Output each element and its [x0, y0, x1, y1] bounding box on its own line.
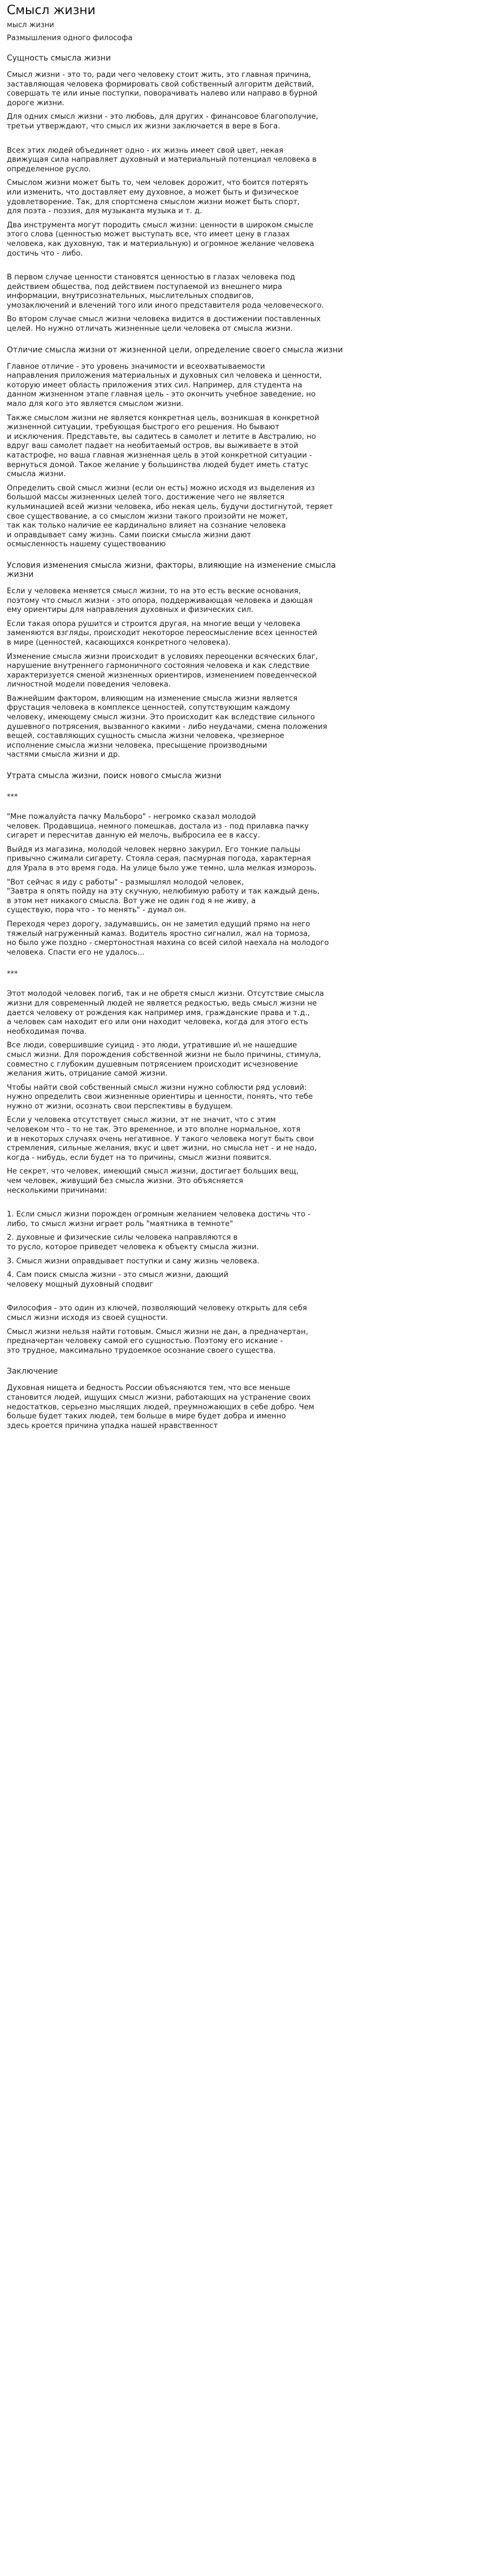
paragraph: Главное отличие - это уровень значимости и всеохватываемости направления приложения материальных и духовных сил человека и ценности, которую имеет область приложения этих сил. Например, для студента на данном жизненном этапе главная цель - это окончить учебное заведение, но мало для кого это является смыслом жизни. [7, 362, 322, 409]
paragraph-spacer [7, 1200, 472, 1210]
section-heading: Условия изменения смысла жизни, факторы, влияющие на изменение смысла жизни [7, 560, 336, 579]
paragraph: Не секрет, что человек, имеющий смысл жизни, достигает больших вещ, чем человек, живущий без смысла жизни. Это объясняется несколькими причинами: [7, 1167, 299, 1195]
section-heading: Сущность смысла жизни [7, 54, 111, 63]
paragraph-spacer [7, 263, 472, 273]
paragraph: Если такая опора рушится и строится другая, на многие вещи у человека заменяются взгляды, происходит некоторое переосмысление всех ценностей в мире (ценностей, касающихся конкретного человека). [7, 619, 317, 647]
paragraph: Этот молодой человек погиб, так и не обретя смысл жизни. Отсутствие смысла жизни для современный людей не является редкостью, ведь смысл жизни не дается человеку от рождения как например имя, гражданские права и т.д., а человек сам находит его или они находит человека, когда для этого есть необходимая почва. [7, 990, 324, 1036]
paragraph: Определить свой смысл жизни (если он есть) можно исходя из выделения из большой массы жизненных целей того, достижение чего не является кульминацией всей жизни человека, ибо некая цель, будучи достигнутой, теряет свое существование, а со смыслом жизни такого произойти не может, так как только наличие ее кардинально влияет на сознание человека и оправдывает саму жизнь. Сами поиски смысла жизни дают осмысленность нашему существованию [7, 484, 333, 549]
paragraph: Чтобы найти свой собственный смысл жизни нужно соблюсти ряд условий: нужно определить свои жизненные ориентиры и ценности, понять, что тебе нужно от жизни, осознать свои перспективы в будущем. [7, 1083, 313, 1111]
paragraph: Если у человека меняется смысл жизни, то на это есть веские основания, поэтому что смысл жизни - это опора, поддерживающая человека и дающая ему ориентиры для направления духовных и физических сил. [7, 586, 313, 615]
paragraph: Выйдя из магазина, молодой человек нервно закурил. Его тонкие пальцы привычно сжимали сигарету. Стояла серая, пасмурная погода, характерная для Урала в это время года. На улице было уже темно, шла мелкая изморозь. [7, 845, 317, 873]
paragraph: Духовная нищета и бедность России объясняются тем, что все меньше становится людей, ищущих смысл жизни, работающих на устранение своих недостатков, серьезно мыслящих людей, преумножающих в себе добро. Чем больше будет таких людей, тем больше в мире будет добра и именно здесь кроется причина упадка нашей нравственност [7, 1384, 314, 1430]
paragraph: Всех этих людей объединяет одно - их жизнь имеет свой цвет, некая движущая сила направляет духовный и материальный потенциал человека в определенное русло. [7, 146, 317, 174]
document-tagline: Размышления одного философа [7, 34, 133, 42]
paragraph: 2. духовные и физические силы человека направляются в то русло, которое приведет человека к объекту смысла жизни. [7, 1233, 259, 1252]
paragraph: 1. Если смысл жизни порожден огромным желанием человека достичь что - либо, то смысл жизни играет роль "маятника в темноте" [7, 1210, 310, 1228]
paragraph: 3. Смысл жизни оправдывает поступки и саму жизнь человека. [7, 1257, 260, 1266]
section-heading: Отличие смысла жизни от жизненной цели, определение своего смысла жизни [7, 345, 343, 355]
section-separator: *** [7, 970, 18, 979]
document-subtitle: мысл жизни [7, 21, 54, 29]
document-body [7, 54, 472, 1431]
paragraph: Смысл жизни нельзя найти готовым. Смысл жизни не дан, а предначертан, предначертан человеку самой его сущностью. Поэтому его искание - это трудное, максимально трудоемкое осознание своего существа. [7, 1327, 308, 1355]
section-separator: *** [7, 793, 18, 802]
paragraph: "Мне пожалуйста пачку Мальборо" - негромко сказал молодой человек. Продавщица, немного помешкав, достала из - под прилавка пачку сигарет и пересчитав данную ей мелочь, выбросила ее в кассу. [7, 813, 309, 840]
paragraph: Во втором случае смысл жизни человека видится в достижении поставленных целей. Но нужно отличать жизненные цели человека от смысла жизни. [7, 315, 321, 334]
paragraph: Если у человека отсутствует смысл жизни, эт не значит, что с этим человеком что - то не так. Это временное, и это вполне нормальное, хотя и в некоторых случаях очень негативное. У такого человека могут быть свои стремления, сильные желания, вкус и цвет жизни, но смысла нет - и не надо, когда - нибудь, если будет на то причины, смысл жизни появится. [7, 1116, 317, 1162]
paragraph: Смысл жизни - это то, ради чего человеку стоит жить, это главная причина, заставляющая человека формировать свой собственный алгоритм действий, совершать те или иные поступки, поворачивать налево или направо в бурной дороге жизни. [7, 71, 318, 107]
paragraph: Для одних смысл жизни - это любовь, для других - финансовое благополучие, третьи утверждают, что смысл их жизни заключается в вере в Бога. [7, 113, 318, 131]
paragraph: Два инструмента могут породить смысл жизни: ценности в широком смысле этого слова (ценностью может выступать все, что имеет цену в глазах человека, как духовную, так и материальную) и огромное желание человека достичь что - либо. [7, 221, 314, 258]
section-heading: Утрата смысла жизни, поиск нового смысла жизни [7, 771, 222, 781]
paragraph: 4. Сам поиск смысла жизни - это смысл жизни, дающий человеку мощный духовный сподвиг [7, 1271, 228, 1289]
paragraph: Также смыслом жизни не является конкретная цель, возникшая в конкретной жизненной ситуации, требующая быстрого его решения. Но бывают и исключения. Представьте, вы садитесь в самолет и летите в Австралию, но вдруг ваш самолет падает на необитаемый остров, вы выживаете в этой катастрофе, но ваша главная жизненная цель в этой конкретной ситуации - вернуться домой. Такое желание у большинства людей будет иметь статус смысла жизни. [7, 413, 320, 479]
paragraph: Смыслом жизни может быть то, чем человек дорожит, что боится потерять или изменить, что доставляет ему духовное, а может быть и физическое удовлетворение. Так, для спортсмена смыслом жизни может быть спорт, для поэта - поэзия, для музыканта музыка и т. д. [7, 179, 308, 216]
paragraph: Переходя через дорогу, задумавшись, он не заметил едущий прямо на него тяжелый нагруженный камаз. Водитель яростно сигналил, жал на тормоза, но было уже поздно - смертоностная махина со всей силой наехала на молодого человека. Спасти его не удалось... [7, 920, 329, 957]
paragraph: Философия - это один из ключей, позволяющий человеку открыть для себя смысл жизни исходя из своей сущности. [7, 1304, 307, 1322]
paragraph: Все люди, совершившие суицид - это люди, утратившие и\ не нашедшие смысл жизни. Для порождения собственной жизни не было причины, стимула, совместно с глубоким душевным потрясением происходит исчезновение желания жить, отрицание самой жизни. [7, 1041, 321, 1078]
page-title: Смысл жизни [7, 3, 96, 18]
paragraph: Изменение смысла жизни происходит в условиях переоценки всяческих благ, нарушение внутреннего гармоничного состояния человека и как следствие характеризуется сменой жизненных ориентиров, изменением поведенческой личностной модели поведения человека. [7, 652, 318, 689]
paragraph: Важнейшим фактором, влияющим на изменение смысла жизни является фрустация человека в комплексе ценностей, сопутствующим каждому человеку, имеющему смысл жизни. Это происходит как вследствие сильного душевного потрясения, вызванного какими - либо неудачами, смена положения вещей, составляющих сущность смысла жизни человека, чрезмерное исполнение смысла жизни человека, пресыщение производными частями смысла жизни и др. [7, 694, 327, 760]
paragraph-spacer [7, 136, 472, 146]
paragraph: "Вот сейчас я иду с работы" - размышлял молодой человек, "Завтра я опять пойду на эту скучную, нелюбимую работу и так каждый день, в этом нет никакого смысла. Вот уже не один год я не живу, а существую, пора что - то менять" - думал он. [7, 878, 320, 915]
paragraph-spacer [7, 1294, 472, 1304]
paragraph: В первом случае ценности становятся ценностью в глазах человека под действием общества, под действием поступаемой из внешнего мира информации, внутрисознательных, мыслительных сподвигов, умозаключений и влечений того или иного представителя рода человеческого. [7, 273, 324, 310]
section-heading: Заключение [7, 1367, 58, 1377]
